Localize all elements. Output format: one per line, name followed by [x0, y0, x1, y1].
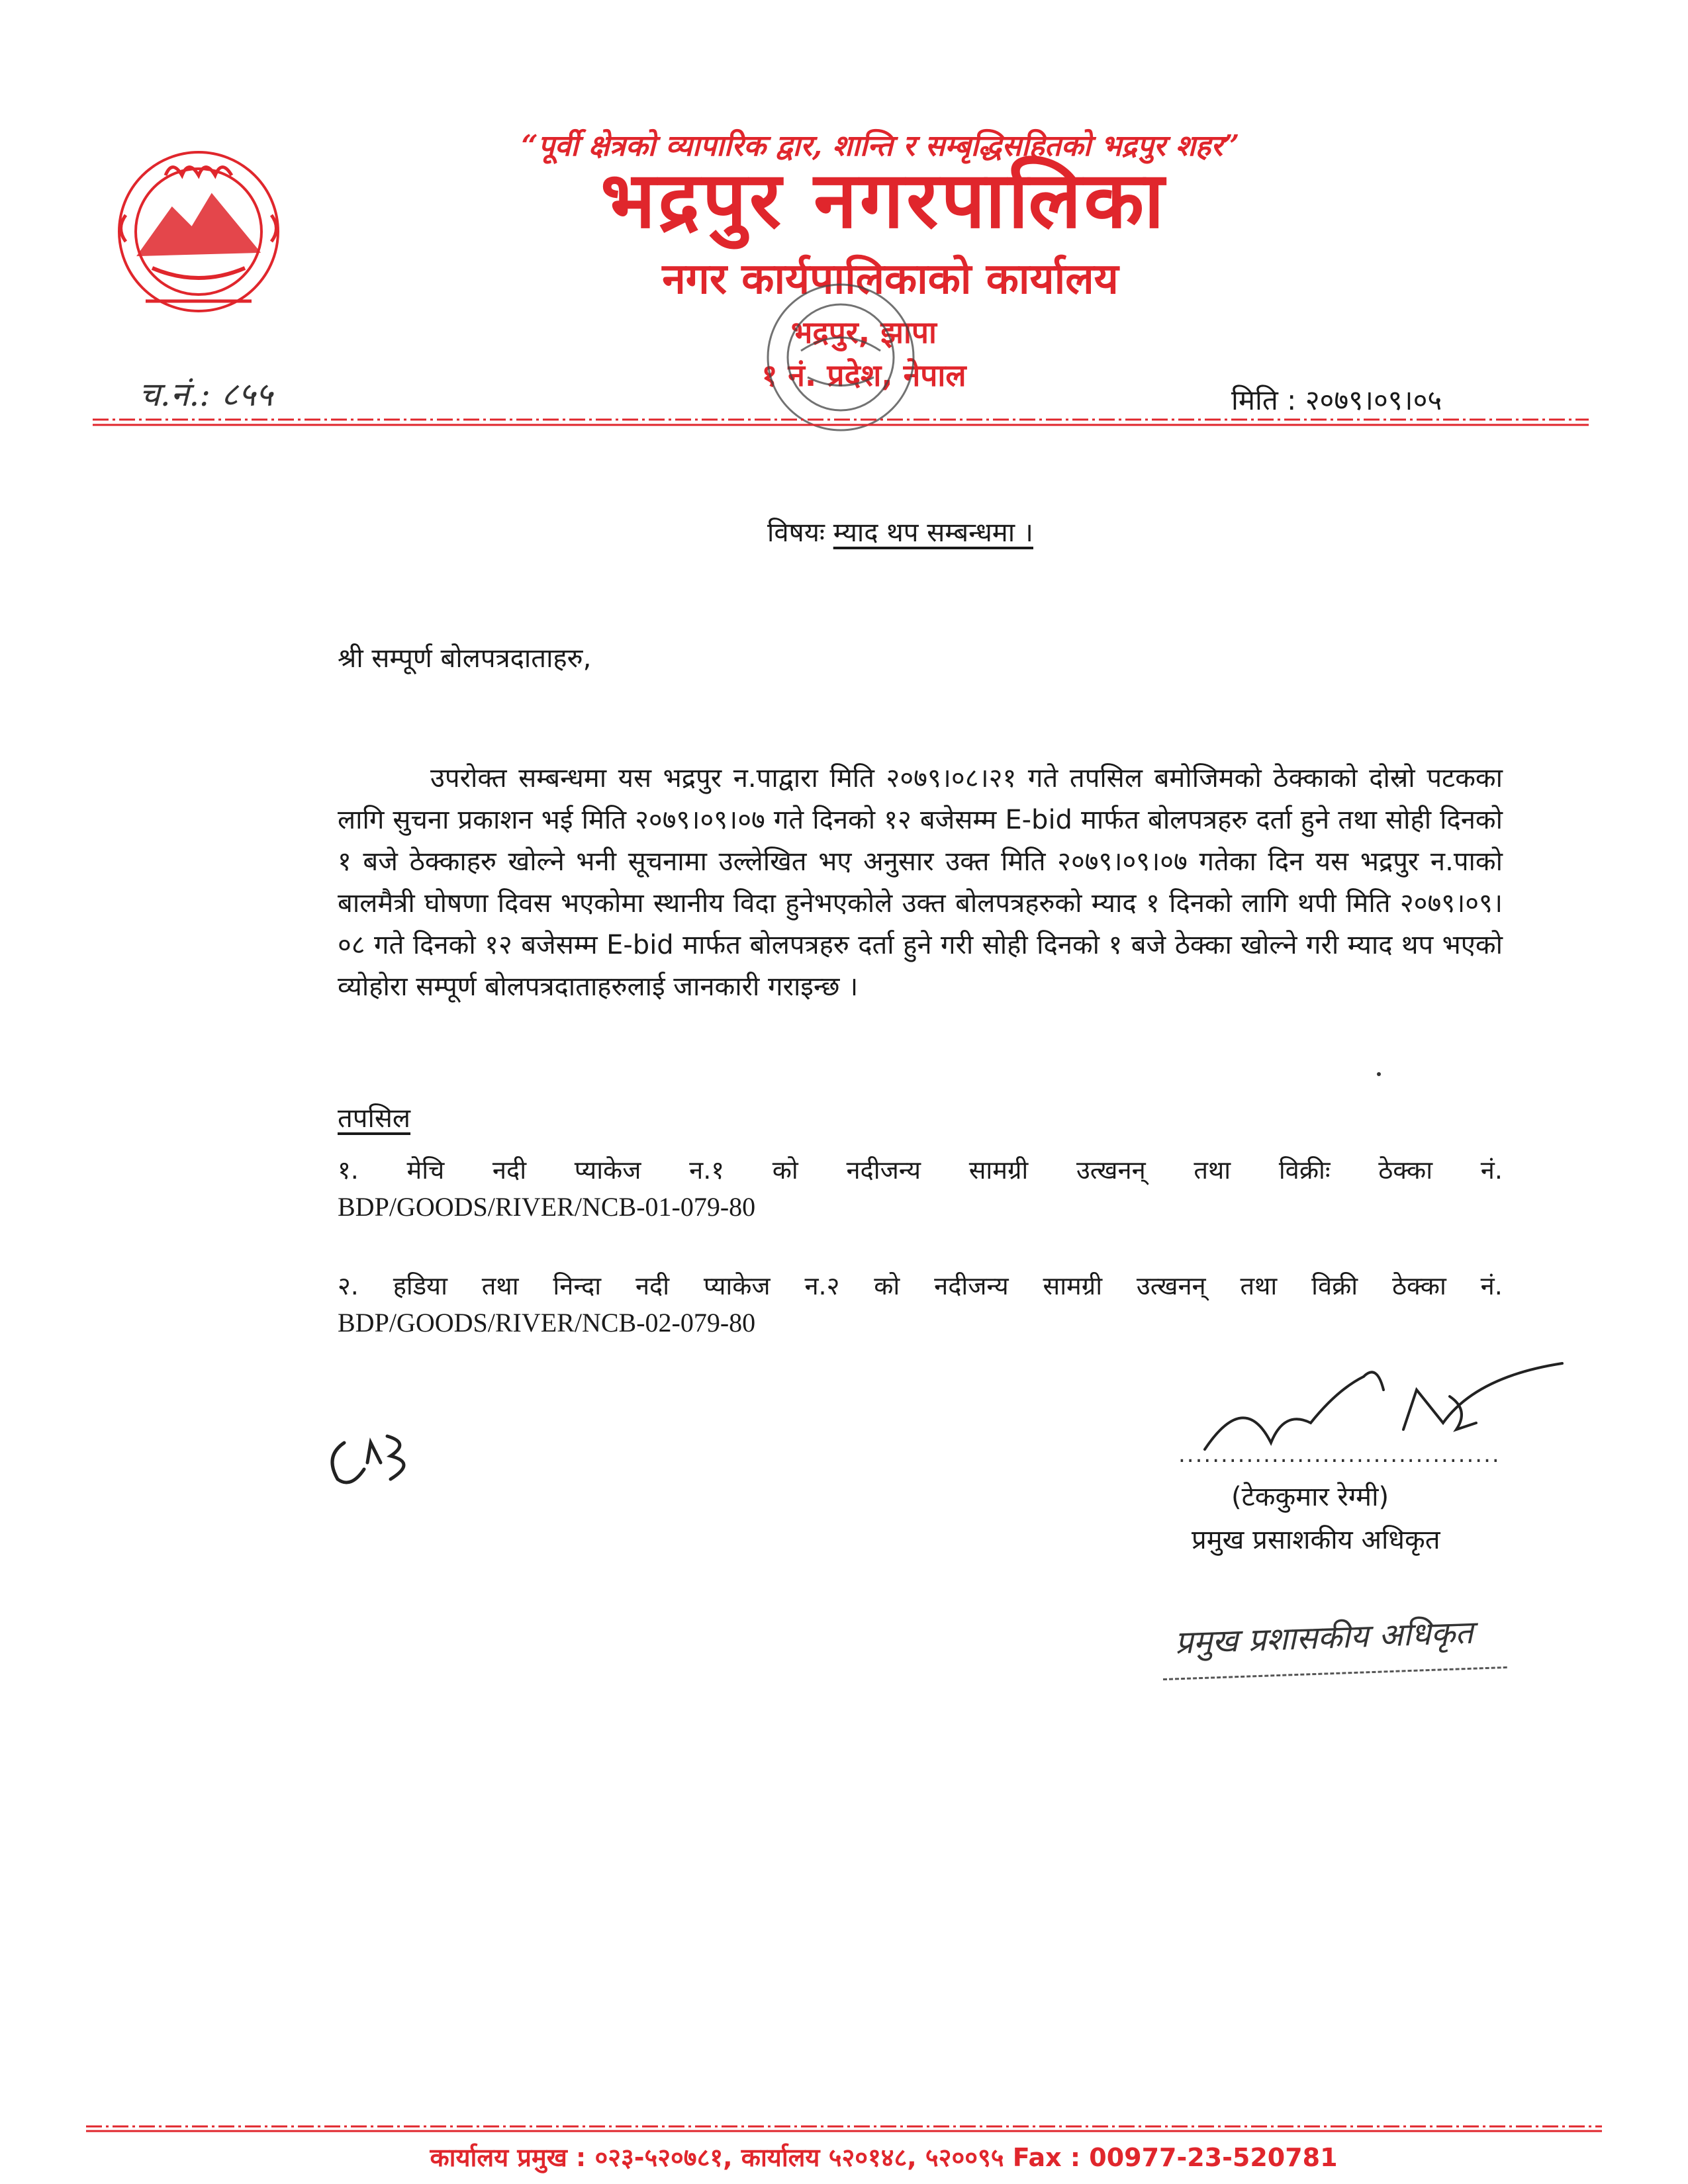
item-word: निन्दा — [553, 1271, 602, 1300]
item-number: २. — [338, 1271, 359, 1300]
letter-body — [338, 758, 1503, 1008]
designation-stamp: प्रमुख प्रशासकीय अधिकृत — [1160, 1596, 1507, 1680]
office-seal-stamp — [715, 278, 966, 477]
item-word: मेचि — [406, 1156, 445, 1185]
annex-item-2-words — [338, 1267, 1503, 1304]
item-number: १. — [338, 1156, 359, 1185]
item-word: तथा — [1194, 1156, 1231, 1185]
body-paragraph: उपरोक्त सम्बन्धमा यस भद्रपुर न.पाद्वारा मिति २०७९।०८।२१ गते तपसिल बमोजिमको ठेक्काको दोस्रो पटकका लागि सुचना प्रकाशन भई मिति २०७९।०९।०७ गते दिनको १२ बजेसम्म E-bid मार्फत बोलपत्रहरु दर्ता हुने तथा सोही दिनको १ बजे ठेक्काहरु खोल्ने भनी सूचनामा उल्लेखित भए अनुसार उक्त मिति २०७९।०९।०७ गतेका दिन यस भद्रपुर न.पाको बालमैत्री घोषणा दिवस भएकोमा स्थानीय विदा हुनेभएकोले उक्त बोलपत्रहरुको म्याद १ दिनको लागि थपी मिति २०७९।०९।०८ गते दिनको १२ बजेसम्म E-bid मार्फत बोलपत्रहरु दर्ता हुने गरी सोही दिनको १ बजे ठेक्का खोल्ने गरी म्याद थप भएको व्योहोरा सम्पूर्ण बोलपत्रदाताहरुलाई जानकारी गराइन्छ । — [338, 763, 1503, 1002]
item-word: ठेक्का — [1391, 1271, 1446, 1300]
contract-number: BDP/GOODS/RIVER/NCB-02-079-80 — [338, 1308, 756, 1338]
item-word: नदीजन्य — [846, 1156, 921, 1185]
footer-divider — [86, 2124, 1602, 2132]
annex-heading: तपसिल — [338, 1103, 411, 1134]
subject-line — [0, 513, 1688, 549]
item-word: न.२ — [804, 1271, 840, 1300]
item-word: सामग्री — [1043, 1271, 1103, 1300]
header-tagline: “पूर्वी क्षेत्रको व्यापारिक द्वार, शान्ति र सम्बृद्धिसहितको भद्रपुर शहर” — [521, 129, 1240, 163]
item-word: हडिया — [393, 1271, 447, 1300]
annex-item-1 — [338, 1152, 1503, 1226]
signatory-name: (टेककुमार रेग्मी) — [1231, 1482, 1389, 1512]
item-word: विक्री — [1311, 1271, 1358, 1300]
item-word: तथा — [1240, 1271, 1278, 1300]
item-word: को — [874, 1271, 900, 1300]
letter-date — [1231, 381, 1442, 418]
contract-number: BDP/GOODS/RIVER/NCB-01-079-80 — [338, 1192, 756, 1222]
subject-label: विषयः — [767, 518, 825, 548]
item-word: उत्खनन् — [1136, 1271, 1206, 1300]
salutation: श्री सम्पूर्ण बोलपत्रदाताहरु, — [338, 643, 592, 674]
date-value: २०७९।०९।०५ — [1305, 384, 1442, 416]
handwritten-initial-mark — [318, 1416, 430, 1496]
subject-text: म्याद थप सम्बन्धमा । — [833, 518, 1033, 548]
item-word: प्याकेज — [703, 1271, 771, 1300]
date-label: मिति : — [1231, 384, 1297, 416]
item-word: प्याकेज — [574, 1156, 641, 1185]
item-word: विक्रीः — [1278, 1156, 1331, 1185]
item-word: नदी — [635, 1271, 670, 1300]
address-line-2: १ नं. प्रदेश, नेपाल — [761, 357, 966, 393]
stray-dot — [1377, 1072, 1381, 1076]
office-name: नगर कार्यपालिकाको कार्यालय — [662, 255, 1119, 304]
item-word: नं. — [1480, 1156, 1503, 1185]
signature-dotted-line: ...................................... — [1178, 1441, 1501, 1468]
handwritten-signature — [1165, 1350, 1575, 1496]
annex-item-2 — [338, 1267, 1503, 1342]
organization-name: भद्रपुर नगरपालिका — [600, 154, 1167, 246]
header-divider — [93, 417, 1589, 428]
item-word: उत्खनन् — [1076, 1156, 1146, 1185]
annex-item-1-words — [338, 1152, 1503, 1189]
item-word: को — [772, 1156, 798, 1185]
item-word: नदीजन्य — [934, 1271, 1009, 1300]
item-word: ठेक्का — [1378, 1156, 1433, 1185]
item-word: सामग्री — [968, 1156, 1029, 1185]
item-word: नदी — [492, 1156, 527, 1185]
address-line-1: भद्रपुर, झापा — [791, 314, 937, 350]
signatory-title: प्रमुख प्रसाशकीय अधिकृत — [1192, 1525, 1440, 1555]
footer-contact: कार्यालय प्रमुख : ०२३-५२०७८१, कार्यालय ५२०१४८, ५२००९५ Fax : 00977-23-520781 — [430, 2143, 1338, 2172]
item-word: तथा — [481, 1271, 519, 1300]
item-word: नं. — [1480, 1271, 1503, 1300]
item-word: न.१ — [689, 1156, 725, 1185]
dispatch-number: च.नं.: ८५५ — [139, 375, 273, 414]
